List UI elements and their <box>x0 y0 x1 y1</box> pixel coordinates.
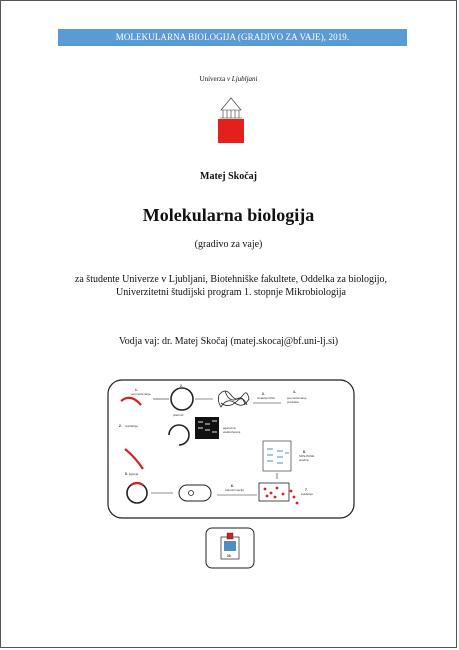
svg-text:transformacija: transformacija <box>225 488 244 492</box>
svg-text:5.: 5. <box>125 472 128 476</box>
svg-text:2.: 2. <box>119 424 122 428</box>
svg-text:produkta: produkta <box>287 400 299 404</box>
description-line-2: Univerzitetni študijski program 1. stopnje Mikrobiologija <box>116 287 346 298</box>
gel-imaging-step <box>205 527 255 569</box>
author-name: Matej Skočaj <box>200 171 257 182</box>
document-title: Molekularna biologija <box>142 205 315 225</box>
svg-text:1.: 1. <box>135 388 138 392</box>
svg-text:agarozna: agarozna <box>223 426 236 430</box>
svg-text:plazmid: plazmid <box>173 413 184 417</box>
svg-text:SDS-PAGE: SDS-PAGE <box>299 454 315 458</box>
description-line-1: za študente Univerze v Ljubljani, Biotehniške fakultete, Oddelka za biologijo, <box>74 274 388 285</box>
protein-gel <box>263 441 291 471</box>
header-banner: MOLEKULARNA BIOLOGIJA (GRADIVO ZA VAJE), 2019. <box>58 29 407 46</box>
workflow-diagram <box>107 379 355 519</box>
svg-text:2.: 2. <box>180 384 183 388</box>
svg-text:4.: 4. <box>293 390 296 394</box>
audience-description <box>31 273 431 299</box>
university-seal-logo <box>217 92 245 144</box>
university-name <box>1 75 456 83</box>
svg-text:izolacija DNA: izolacija DNA <box>257 396 275 400</box>
svg-text:pomnoževanje: pomnoževanje <box>287 396 307 400</box>
svg-text:6.: 6. <box>231 484 234 488</box>
svg-text:restrikcija: restrikcija <box>125 424 138 428</box>
svg-text:elektroforeza: elektroforeza <box>223 430 241 434</box>
svg-text:analiza: analiza <box>299 458 309 462</box>
svg-text:8.: 8. <box>303 450 306 454</box>
svg-text:10.: 10. <box>227 554 232 558</box>
university-suffix: v Ljubljani <box>226 75 258 83</box>
svg-text:7.: 7. <box>305 488 308 492</box>
university-prefix: Univerza <box>199 75 227 83</box>
svg-text:ligacija: ligacija <box>129 472 139 476</box>
course-leader: Vodja vaj: dr. Matej Skočaj (matej.skocaj@bf.uni-lj.si) <box>118 336 339 347</box>
svg-text:3.: 3. <box>262 392 265 396</box>
document-subtitle: (gradivo za vaje) <box>194 239 263 250</box>
svg-text:indukcija: indukcija <box>301 492 313 496</box>
svg-text:pomnoževanje: pomnoževanje <box>131 392 151 396</box>
